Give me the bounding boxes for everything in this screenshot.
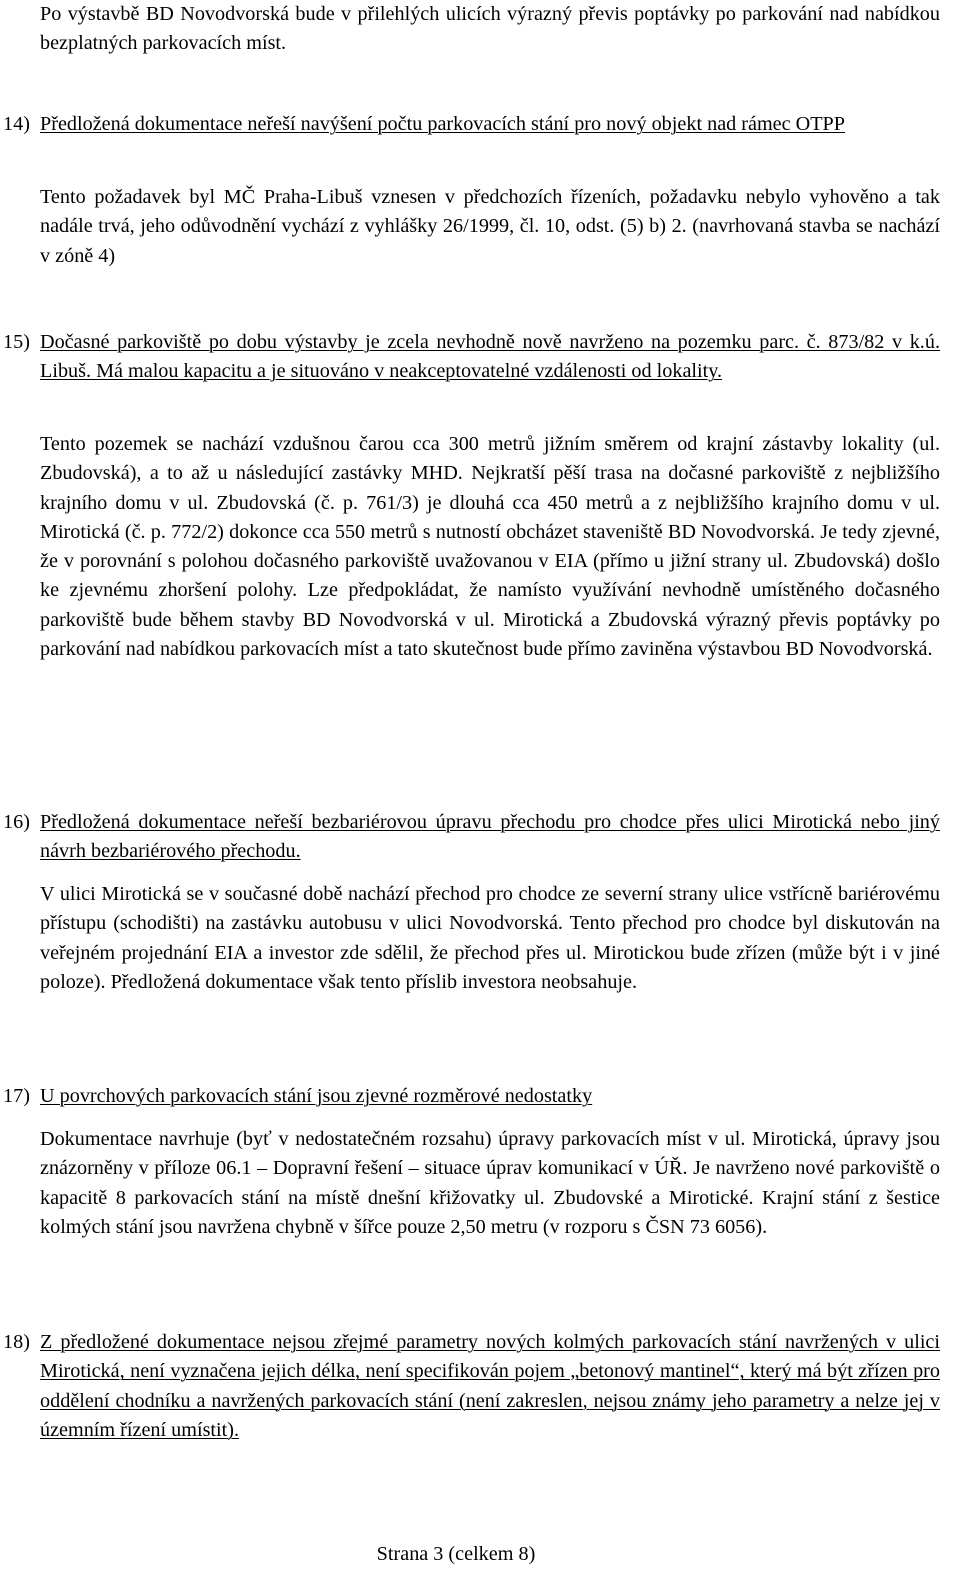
list-item xyxy=(0,1328,940,1445)
item-heading: Dočasné parkoviště po dobu výstavby je zcela nevhodně nově navrženo na pozemku parc. č. 873/82 v k.ú. Libuš. Má malou kapacitu a je situováno v neakceptovatelné vzdálenosti od lokality. xyxy=(40,331,940,383)
item-number: 17) xyxy=(3,1085,30,1107)
item-body: Dokumentace navrhuje (byť v nedostatečném rozsahu) úpravy parkovacích míst v ul. Mirotická, úpravy jsou znázorněny v příloze 06.1 – Dopravní řešení – situace úprav komunikací v ÚŘ. Je navrženo nové parkoviště o kapacitě 8 parkovacích stání na místě dnešní křižovatky ul. Zbudovské a Mirotické. Krajní stání z šestice kolmých stání jsou navržena chybně v šířce pouze 2,50 metru (v rozporu s ČSN 73 6056). xyxy=(40,1128,940,1238)
list-item xyxy=(0,328,940,387)
item-heading: U povrchových parkovacích stání jsou zjevné rozměrové nedostatky xyxy=(40,1085,593,1107)
item-body: Tento požadavek byl MČ Praha-Libuš vznesen v předchozích řízeních, požadavku nebylo vyhověno a tak nadále trvá, jeho odůvodnění vychází z vyhlášky 26/1999, čl. 10, odst. (5) b) 2. (navrhovaná stavba se nachází v zóně 4) xyxy=(40,186,940,267)
item-number: 15) xyxy=(3,331,30,353)
list-item xyxy=(0,808,940,867)
list-item xyxy=(0,110,940,139)
item-heading-underlined: Z předložené dokumentace nejsou zřejmé parametry nových kolmých parkovacích stání navržených v ulici Mirotická xyxy=(40,1331,940,1383)
intro-paragraph: Po výstavbě BD Novodvorská bude v přilehlých ulicích výrazný převis poptávky po parkování nad nabídkou bezplatných parkovacích míst. xyxy=(40,3,940,55)
item-number: 18) xyxy=(3,1331,30,1353)
page-footer: Strana 3 (celkem 8) xyxy=(376,1543,536,1565)
list-item xyxy=(0,1082,940,1111)
item-heading: Předložená dokumentace neřeší navýšení počtu parkovacích stání pro nový objekt nad rámec OTPP xyxy=(40,113,846,135)
item-heading-continuation: , není vyznačena jejich délka, není specifikován pojem „betonový mantinel“, který má být zřízen pro oddělení chodníku a navržených parkovacích stání (není zakreslen, nejsou známy jeho parametry a nelze jej v územním řízení umístit). xyxy=(40,1360,940,1441)
item-body: Tento pozemek se nachází vzdušnou čarou cca 300 metrů jižním směrem od krajní zástavby lokality (ul. Zbudovská), a to až u následující zastávky MHD. Nejkratší pěší trasa na dočasné parkoviště z nejbližšího krajního domu v ul. Zbudovská (č. p. 761/3) je dlouhá cca 450 metrů a z nejbližšího krajního domu v ul. Mirotická (č. p. 772/2) dokonce cca 550 metrů s nutností obcházet staveniště BD Novodvorská. Je tedy zjevné, že v porovnání s polohou dočasného parkoviště uvažovanou v EIA (přímo u jižní strany ul. Zbudovská) došlo ke zjevnému zhoršení polohy. Lze předpokládat, že namísto využívání nevhodně umístěného dočasného parkoviště bude během stavby BD Novodvorská v ul. Mirotická a Zbudovská výrazný převis poptávky po parkování nad nabídkou parkovacích míst a tato skutečnost bude přímo zaviněna výstavbou BD Novodvorská. xyxy=(40,433,940,661)
item-number: 16) xyxy=(3,811,30,833)
item-heading: Předložená dokumentace neřeší bezbariérovou úpravu přechodu pro chodce přes ulici Mirotická nebo jiný návrh bezbariérového přechodu. xyxy=(40,811,940,863)
item-heading xyxy=(40,1328,940,1445)
item-number: 14) xyxy=(3,113,30,135)
item-body: V ulici Mirotická se v současné době nachází přechod pro chodce ze severní strany ulice vstřícně bariérovému přístupu (schodišti) na zastávku autobusu v ulici Novodvorská. Tento přechod pro chodce byl diskutován na veřejném projednání EIA a investor zde sdělil, že přechod přes ul. Mirotickou bude zřízen (může být i v jiné poloze). Předložená dokumentace však tento příslib investora neobsahuje. xyxy=(40,883,940,993)
